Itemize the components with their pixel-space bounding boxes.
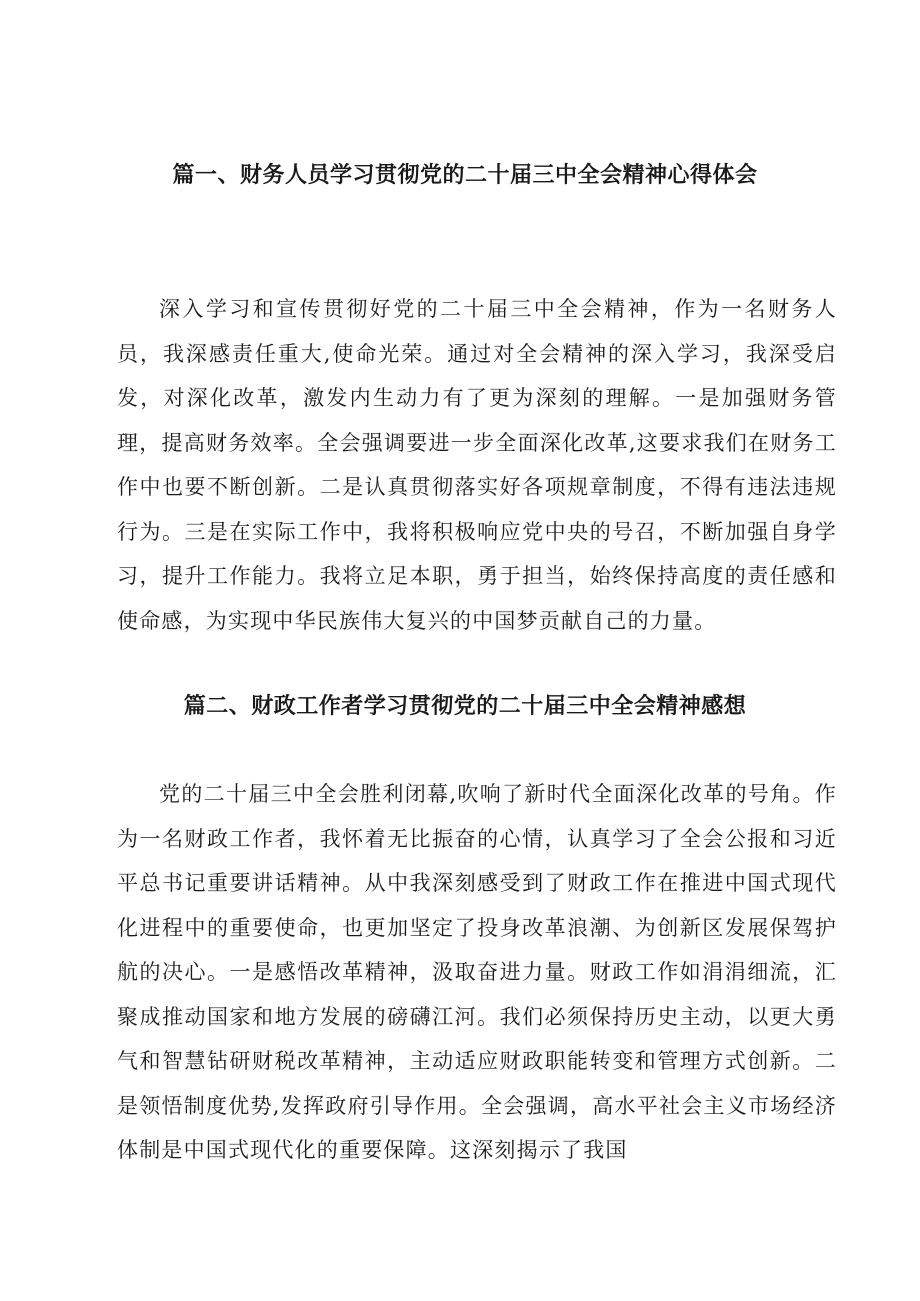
section-2-heading: 篇二、财政工作者学习贯彻党的二十届三中全会精神感想: [183, 694, 747, 719]
section-2-body: 党的二十届三中全会胜利闭幕,吹响了新时代全面深化改革的号角。作为一名财政工作者，我怀着无比振奋的心情，认真学习了全会公报和习近平总书记重要讲话精神。从中我深刻感受到了财政工作在推进中国式现代化进程中的重要使命，也更加坚定了投身改革浪潮、为创新区发展保驾护航的决心。一是感悟改革精神，汲取奋进力量。财政工作如涓涓细流，汇聚成推动国家和地方发展的磅礴江河。我们必须保持历史主动，以更大勇气和智慧钻研财税改革精神，主动适应财政职能转变和管理方式创新。二是领悟制度优势,发挥政府引导作用。全会强调，高水平社会主义市场经济体制是中国式现代化的重要保障。这深刻揭示了我国: [117, 782, 837, 1162]
section-1-heading: 篇一、财务人员学习贯彻党的二十届三中全会精神心得体会: [172, 163, 758, 188]
section-1-body: 深入学习和宣传贯彻好党的二十届三中全会精神，作为一名财务人员，我深感责任重大,使命光荣。通过对全会精神的深入学习，我深受启发，对深化改革，激发内生动力有了更为深刻的理解。一是加强财务管理，提高财务效率。全会强调要进一步全面深化改革,这要求我们在财务工作中也要不断创新。二是认真贯彻落实好各项规章制度，不得有违法违规行为。三是在实际工作中，我将积极响应党中央的号召，不断加强自身学习，提升工作能力。我将立足本职，勇于担当，始终保持高度的责任感和使命感，为实现中华民族伟大复兴的中国梦贡献自己的力量。: [117, 297, 837, 633]
